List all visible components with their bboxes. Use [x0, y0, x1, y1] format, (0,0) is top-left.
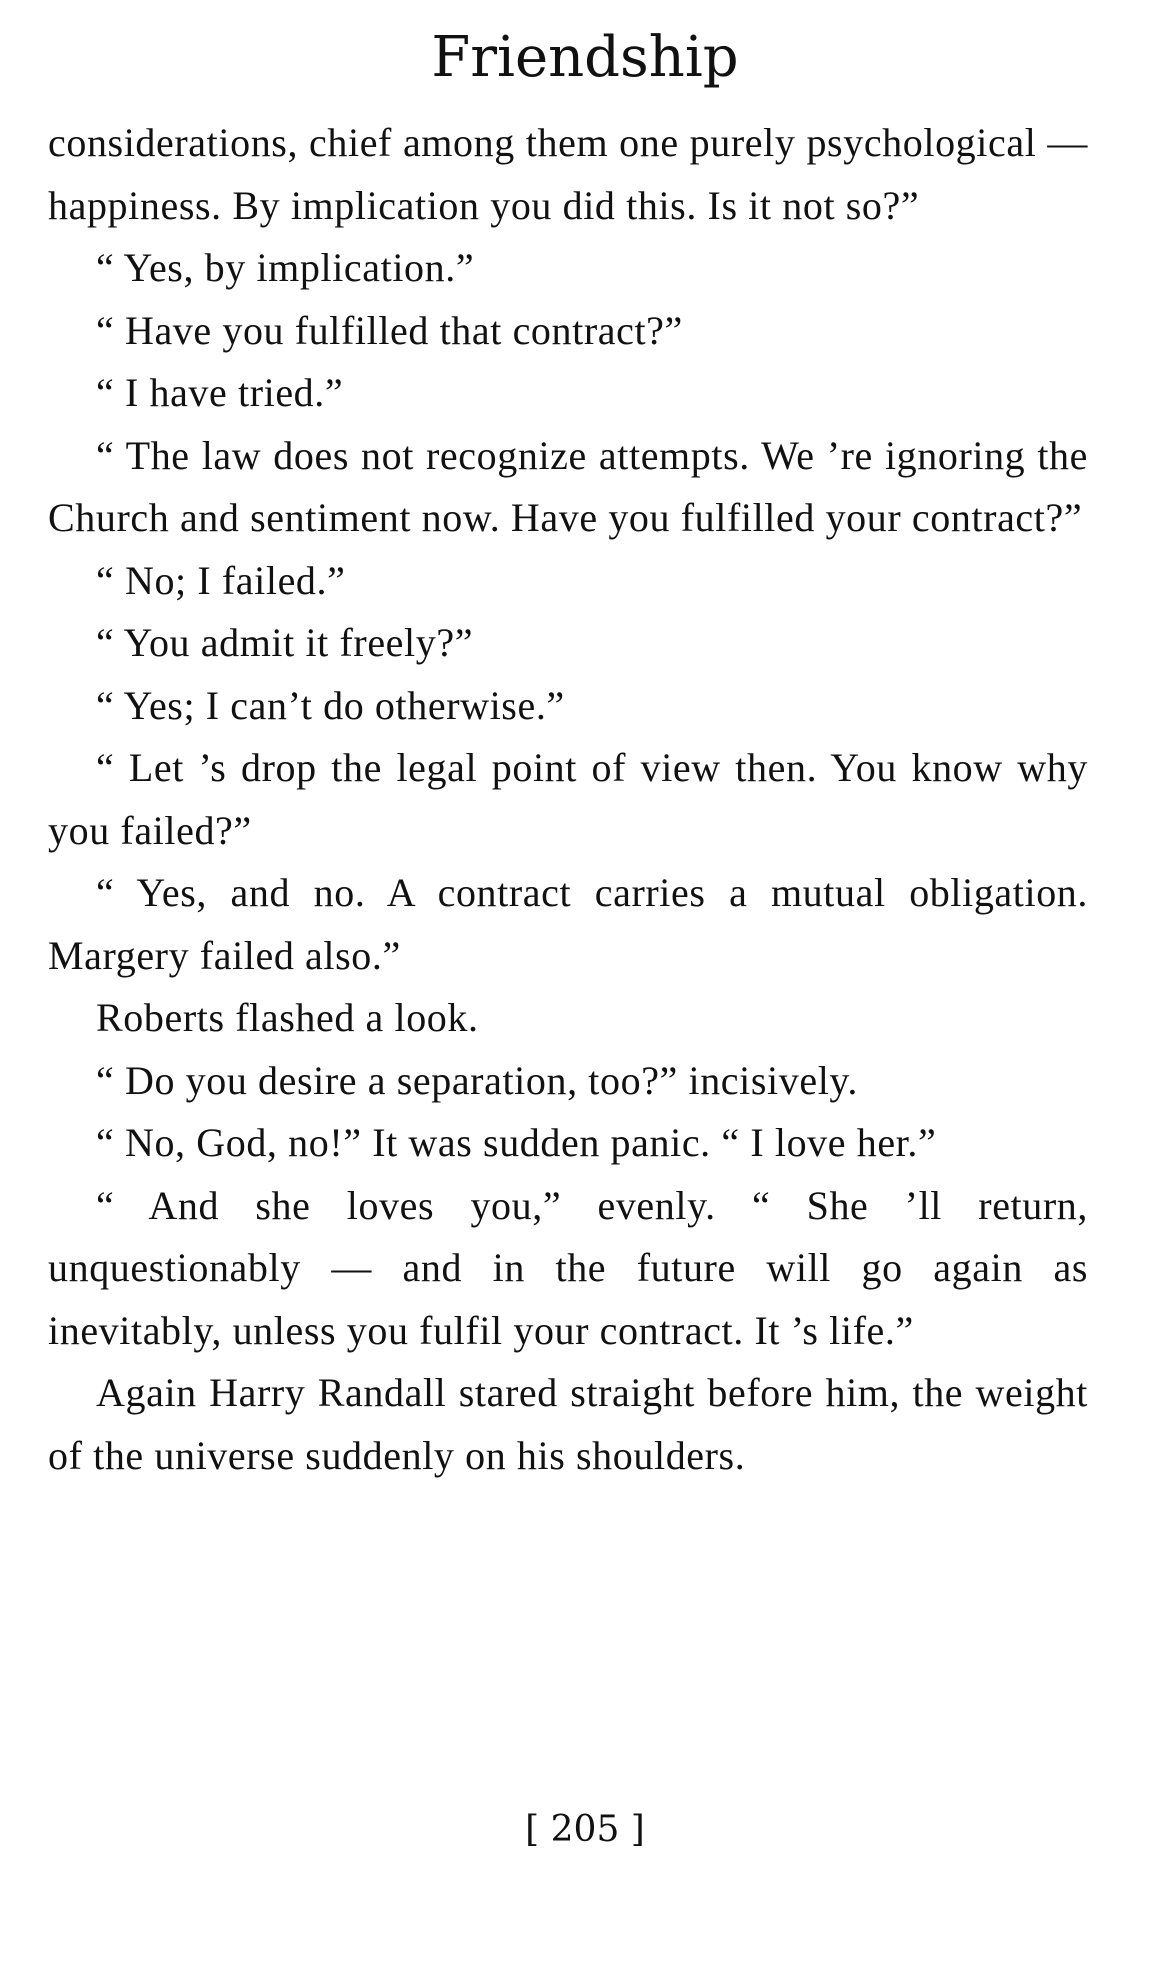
paragraph: “ Yes, by implication.” [96, 245, 475, 290]
paragraph: Roberts flashed a look. [96, 995, 479, 1040]
paragraph: “ The law does not recognize attempts. We ’re ignoring the Church and sentiment now. Have you fulfilled your contract?” [48, 432, 1088, 540]
paragraph: “ No; I failed.” [96, 557, 346, 603]
paragraph: “ Yes, and no. A contract carries a mutual obligation. Margery failed also.” [48, 870, 1088, 978]
running-head: Friendship [431, 25, 739, 90]
page-number: [ 205 ] [525, 1809, 645, 1850]
paragraph: “ Do you desire a separation, too?” incisively. [96, 1057, 859, 1103]
paragraph: Again Harry Randall stared straight before him, the weight of the universe suddenly on his shoulders. [48, 1370, 1088, 1478]
paragraph: “ I have tried.” [96, 370, 344, 415]
paragraph: “ Let ’s drop the legal point of view then. You know why you failed?” [48, 745, 1088, 853]
paragraph: “ And she loves you,” evenly. “ She ’ll return, unquestionably — and in the future will go again as inevitably, unless you fulfil your contract. It ’s life.” [48, 1182, 1088, 1353]
paragraph: “ Have you fulfilled that contract?” [96, 307, 683, 353]
paragraph: “ Yes; I can’t do otherwise.” [96, 682, 565, 728]
body-text [48, 112, 1088, 1487]
paragraph-continuation: considerations, chief among them one purely psychological — happiness. By implication you did this. Is it not so?” [48, 120, 1088, 228]
paragraph: “ You admit it freely?” [96, 620, 474, 665]
paragraph: “ No, God, no!” It was sudden panic. “ I love her.” [96, 1120, 937, 1165]
